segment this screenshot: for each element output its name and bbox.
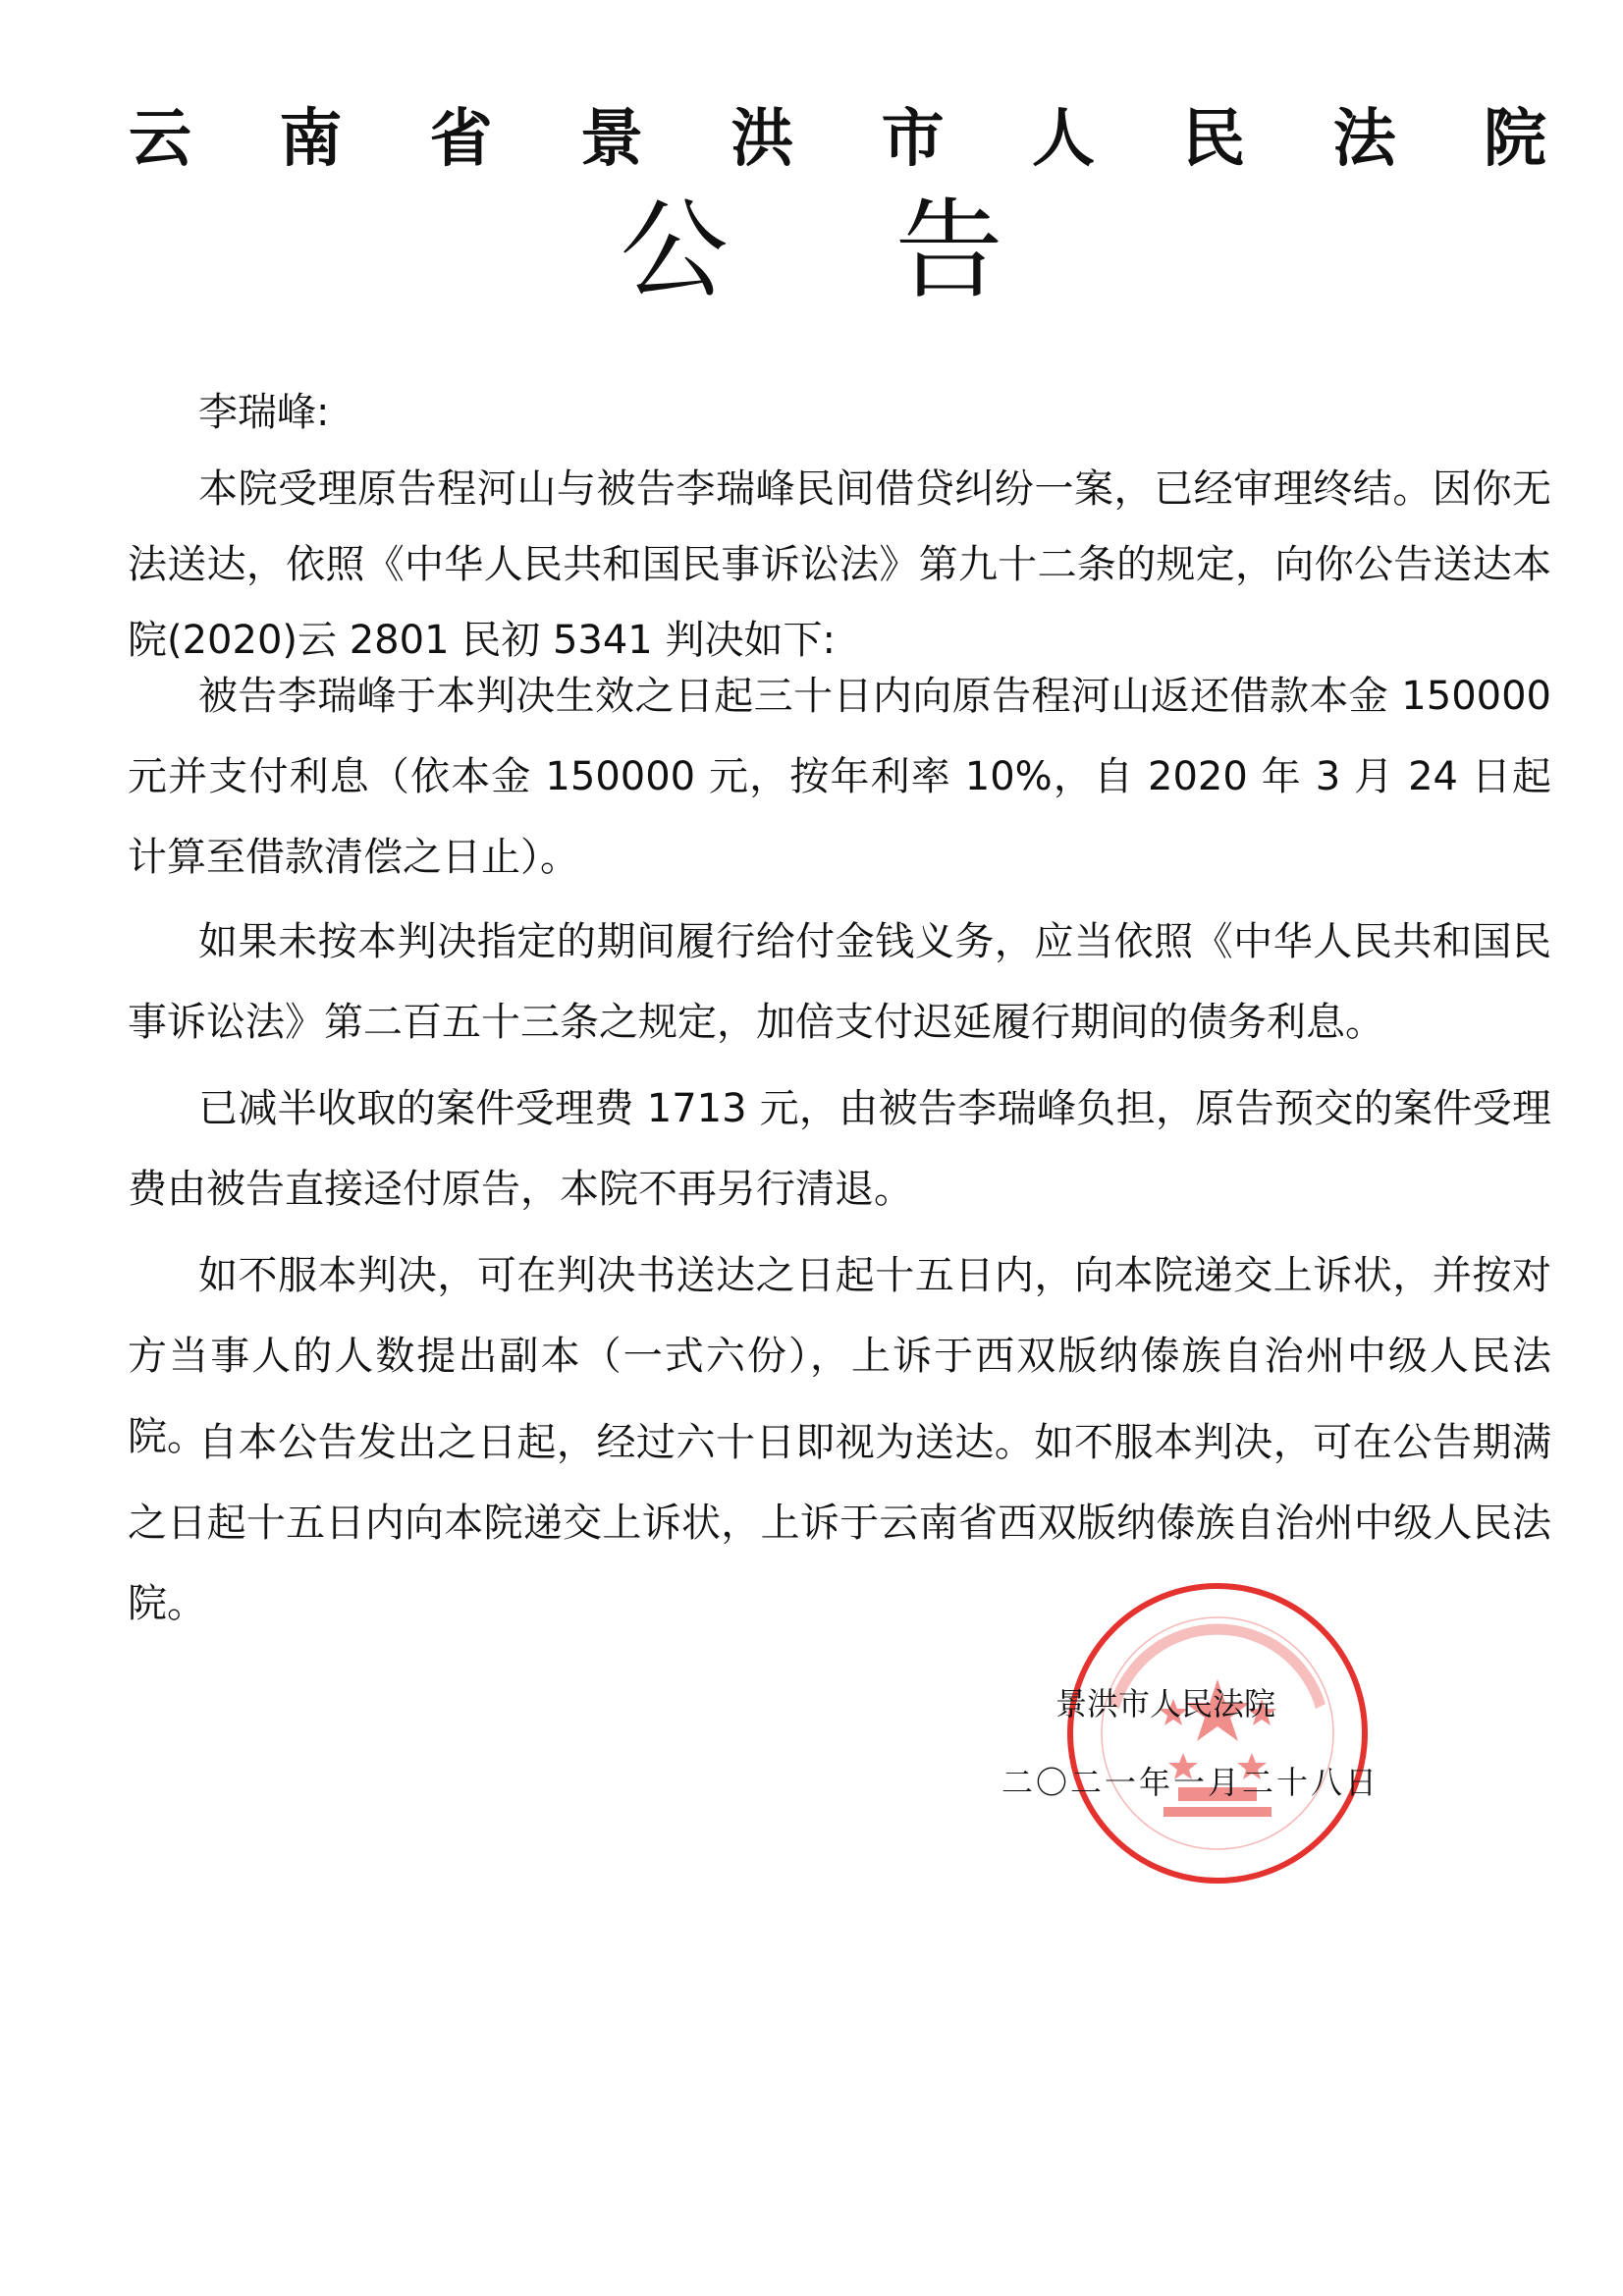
court-seal-stamp bbox=[1065, 1581, 1370, 1886]
issue-date: 二〇二一年一月二十八日 bbox=[1001, 1764, 1380, 1801]
court-name-heading bbox=[126, 98, 1549, 181]
court-name-char: 洪 bbox=[730, 102, 794, 176]
document-title: 公告 bbox=[620, 188, 1170, 313]
paragraph-appeal-rights: 如不服本判决，可在判决书送达之日起十五日内，向本院递交上诉状，并按对方当事人的人数提出副本（一式六份），上诉于西双版纳傣族自治州中级人民法院。 bbox=[128, 1253, 1551, 1459]
court-name-char: 省 bbox=[429, 102, 493, 176]
court-name-char: 云 bbox=[129, 102, 191, 176]
paragraph-service-notice: 本院受理原告程河山与被告李瑞峰民间借贷纠纷一案，已经审理终结。因你无法送达，依照《中华人民共和国民事诉讼法》第九十二条的规定，向你公告送达本院(2020)云 2801 民初 5341 判决如下: bbox=[128, 466, 1551, 663]
paragraph-court-fees: 已减半收取的案件受理费 1713 元，由被告李瑞峰负担，原告预交的案件受理费由被告直接迳付原告，本院不再另行清退。 bbox=[128, 1086, 1551, 1212]
court-name-char: 南 bbox=[279, 102, 343, 176]
salutation: 李瑞峰: bbox=[198, 390, 330, 435]
court-name-char: 民 bbox=[1182, 102, 1246, 176]
court-name-char: 法 bbox=[1332, 102, 1396, 176]
court-name-char: 市 bbox=[881, 102, 945, 176]
court-name-char: 院 bbox=[1483, 102, 1546, 176]
court-name-char: 人 bbox=[1031, 102, 1095, 176]
paragraph-publication-period: 自本公告发出之日起，经过六十日即视为送达。如不服本判决，可在公告期满之日起十五日内向本院递交上诉状，上诉于云南省西双版纳傣族自治州中级人民法院。 bbox=[128, 1420, 1551, 1626]
paragraph-late-interest: 如果未按本判决指定的期间履行给付金钱义务，应当依照《中华人民共和国民事诉讼法》第二百五十三条之规定，加倍支付迟延履行期间的债务利息。 bbox=[128, 919, 1551, 1045]
court-name-char: 景 bbox=[579, 102, 643, 176]
paragraph-judgment-ruling: 被告李瑞峰于本判决生效之日起三十日内向原告程河山返还借款本金 150000 元并支付利息（依本金 150000 元，按年利率 10%，自 2020 年 3 月 24 日起计算至借款清偿之日止）。 bbox=[128, 674, 1551, 880]
signing-court: 景洪市人民法院 bbox=[1055, 1685, 1276, 1722]
